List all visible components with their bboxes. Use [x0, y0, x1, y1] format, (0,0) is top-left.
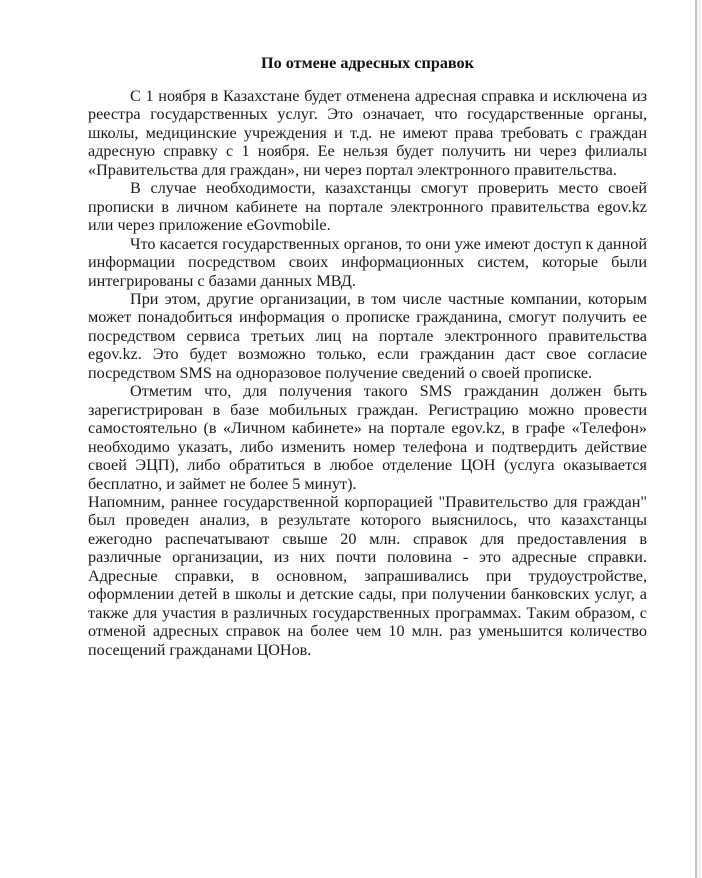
page-outside-area — [697, 0, 702, 878]
document-title: По отмене адресных справок — [261, 54, 474, 72]
document-body — [88, 53, 647, 659]
paragraph-analysis-summary: Напомним, раннее государственной корпорацией "Правительство для граждан" был проведен анализ, в результате которого выяснилось, что казахстанцы ежегодно распечатывают свыше 20 млн. справок для предоставления в различные организации, из них почти половина - это адресные справки. Адресные справки, в основном, запрашивались при трудоустройстве, оформлении детей в школы и детские сады, при получении банковских услуг, а также для участия в различных государственных программах. Таким образом, с отменой адресных справок на более чем 10 млн. раз уменьшится количество посещений гражданами ЦОНов. — [88, 492, 647, 659]
paragraph-government-access: Что касается государственных органов, то они уже имеют доступ к данной информации посредством своих информационных систем, которые были интегрированы с базами данных МВД. — [88, 234, 647, 290]
paragraph-abolition-announcement: С 1 ноября в Казахстане будет отменена адресная справка и исключена из реестра государственных услуг. Это означает, что государственные органы, школы, медицинские учреждения и т.д. не имеют права требовать с граждан адресную справку с 1 ноября. Ее нельзя будет получить ни через филиалы «Правительства для граждан», ни через портал электронного правительства. — [88, 87, 647, 179]
paragraph-check-registration: В случае необходимости, казахстанцы смогут проверить место своей прописки в личном кабинете на портале электронного правительства egov.kz или через приложение eGovmobile. — [88, 179, 647, 235]
paragraph-third-party-service: При этом, другие организации, в том числе частные компании, которым может понадобиться информация о прописке гражданина, смогут получить ее посредством сервиса третьих лиц на портале электронного правительства egov.kz. Это будет возможно только, если гражданин даст свое согласие посредством SMS на одноразовое получение сведений о своей прописке. — [88, 289, 647, 382]
paragraph-sms-registration: Отметим что, для получения такого SMS гражданин должен быть зарегистрирован в базе мобильных граждан. Регистрацию можно провести самостоятельно (в «Личном кабинете» на портале egov.kz, в графе «Телефон» необходимо указать, либо изменить номер телефона и подтвердить действие своей ЭЦП), либо обратиться в любое отделение ЦОН (услуга оказывается бесплатно, и займет не более 5 минут). — [88, 382, 647, 493]
